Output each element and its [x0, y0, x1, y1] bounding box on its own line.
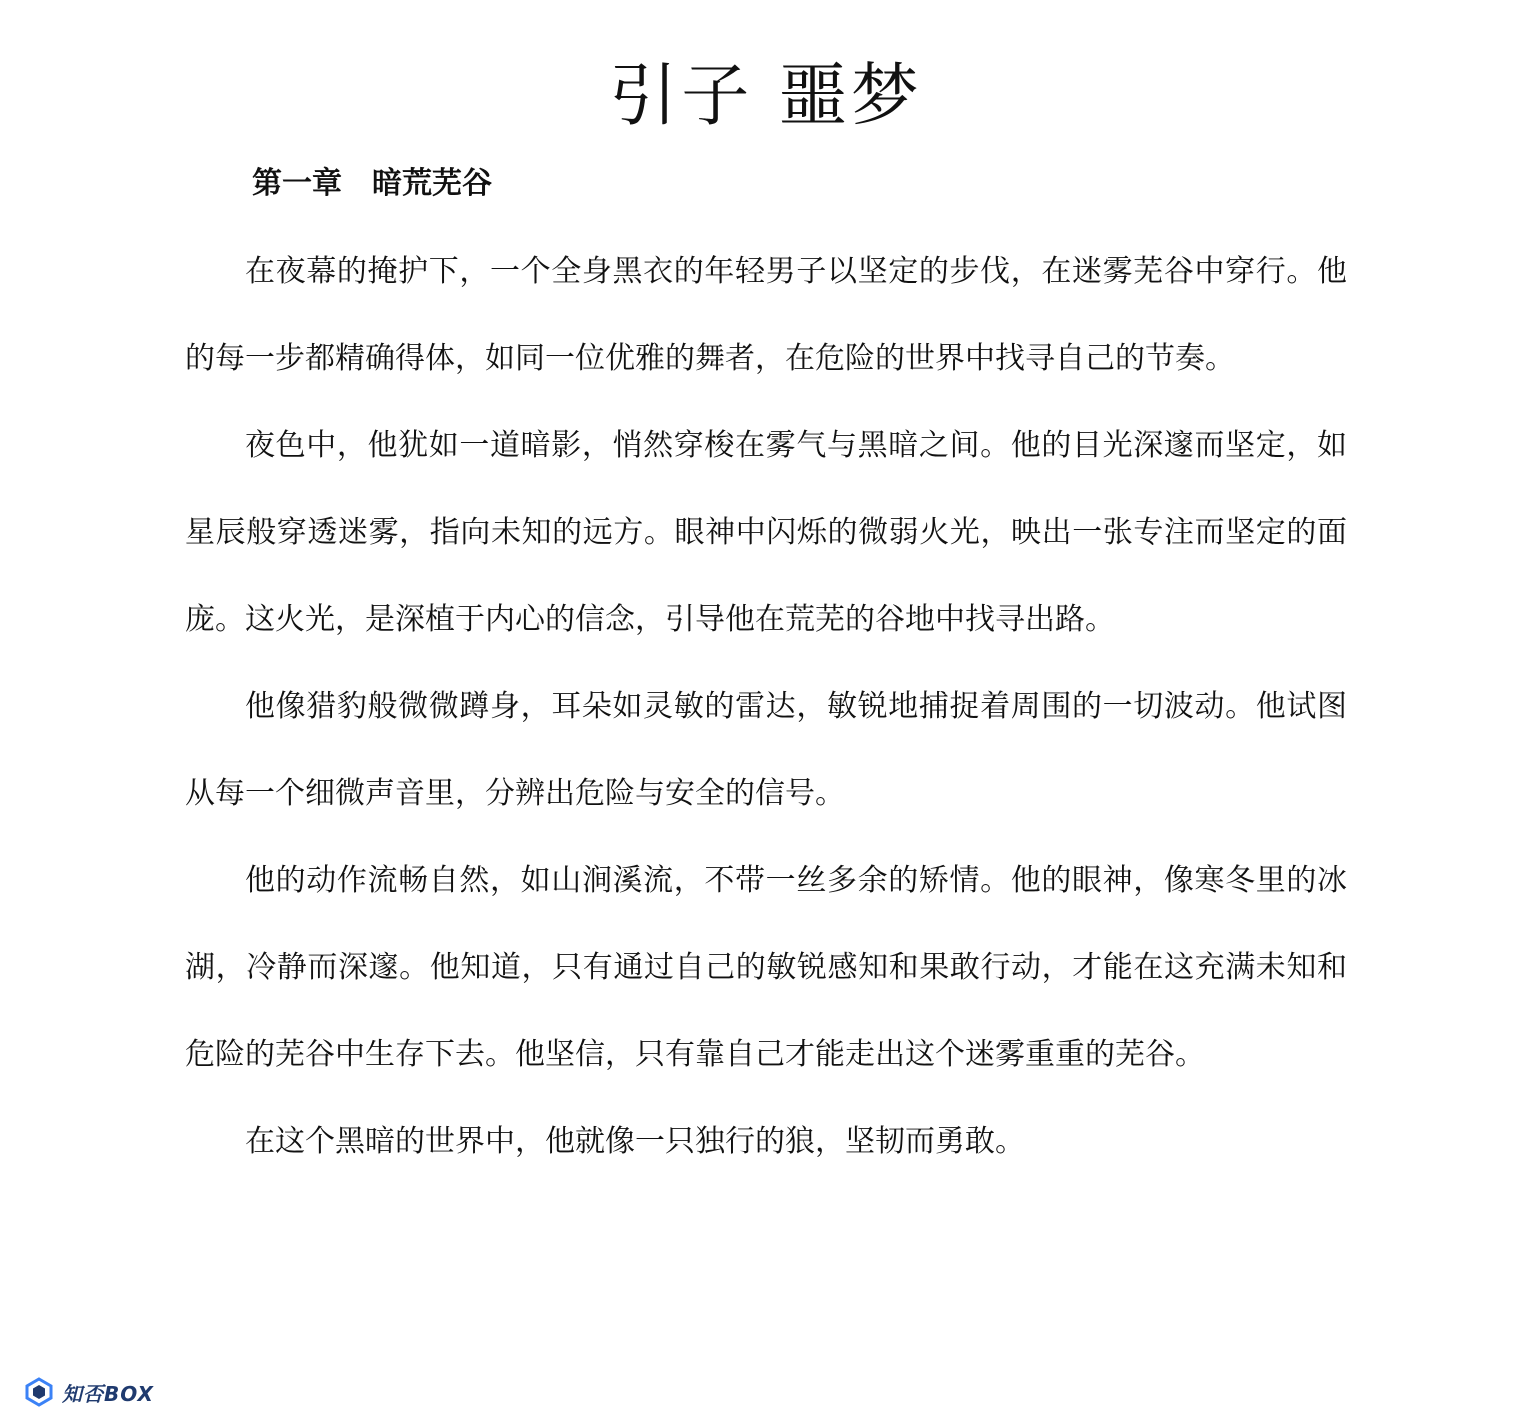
watermark-text: 知否BOX [62, 1381, 154, 1406]
paragraph: 他的动作流畅自然，如山涧溪流，不带一丝多余的矫情。他的眼神，像寒冬里的冰湖，冷静而深邃。他知道，只有通过自己的敏锐感知和果敢行动，才能在这充满未知和危险的芜谷中生存下去。他坚信，只有靠自己才能走出这个迷雾重重的芜谷。 [185, 863, 1347, 1072]
document-title: 引子 噩梦 [609, 57, 923, 136]
paragraph: 在夜幕的掩护下，一个全身黑衣的年轻男子以坚定的步伐，在迷雾芜谷中穿行。他的每一步都精确得体，如同一位优雅的舞者，在危险的世界中找寻自己的节奏。 [185, 254, 1347, 376]
paragraph: 他像猎豹般微微蹲身，耳朵如灵敏的雷达，敏锐地捕捉着周围的一切波动。他试图从每一个细微声音里，分辨出危险与安全的信号。 [185, 689, 1347, 811]
chapter-heading: 第一章 暗荒芜谷 [252, 166, 492, 201]
watermark [24, 1374, 154, 1410]
paragraph: 在这个黑暗的世界中，他就像一只独行的狼，坚韧而勇敢。 [245, 1124, 1025, 1159]
document-body [185, 228, 1347, 1185]
zhifou-box-logo-icon [24, 1377, 54, 1407]
paragraph: 夜色中，他犹如一道暗影，悄然穿梭在雾气与黑暗之间。他的目光深邃而坚定，如星辰般穿透迷雾，指向未知的远方。眼神中闪烁的微弱火光，映出一张专注而坚定的面庞。这火光，是深植于内心的信念，引导他在荒芜的谷地中找寻出路。 [185, 428, 1347, 637]
